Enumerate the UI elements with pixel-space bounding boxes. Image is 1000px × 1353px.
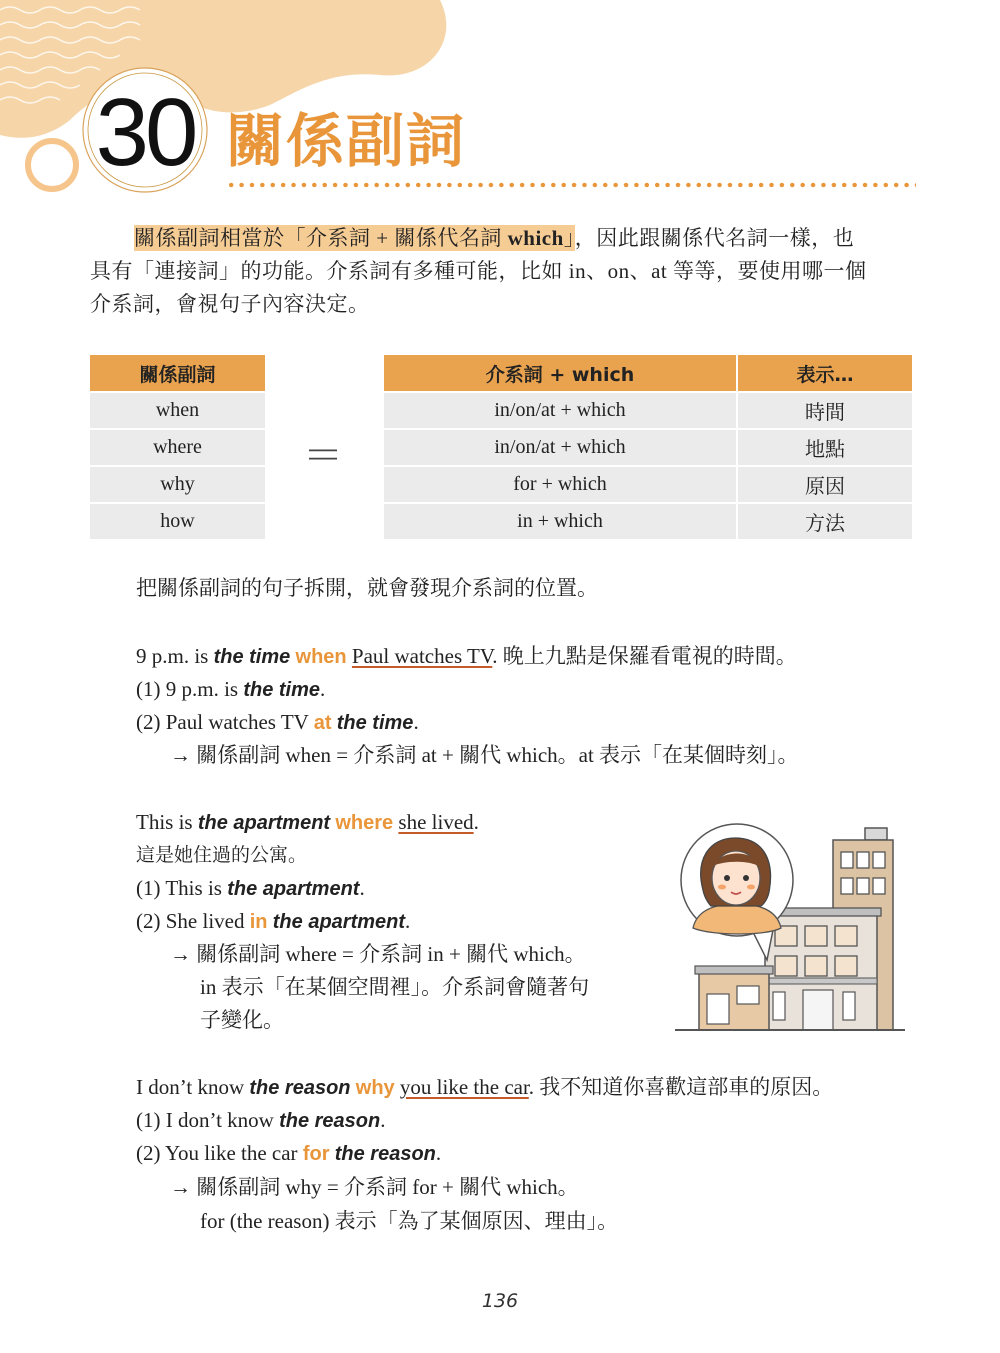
- example-1-step-1: (1) 9 p.m. is the time.: [136, 677, 326, 701]
- intro-highlight: 關係副詞相當於「介系詞 + 關係代名詞 which」: [134, 226, 575, 250]
- table-cell: when: [90, 393, 265, 430]
- table-cell: 原因: [736, 467, 912, 504]
- table-cell: in/on/at + which: [384, 393, 736, 430]
- table-cell: how: [90, 504, 265, 541]
- table-cell: 地點: [736, 430, 912, 467]
- example-2-note-line-1: → 關係副詞 where = 介系詞 in + 關代 which。: [170, 942, 586, 966]
- example-2-sentence: This is the apartment where she lived.: [136, 810, 479, 834]
- page-number: 136: [481, 1290, 519, 1312]
- example-3-sentence: I don’t know the reason why you like the car. 我不知道你喜歡這部車的原因。: [136, 1075, 834, 1099]
- example-2-step-1: (1) This is the apartment.: [136, 876, 365, 900]
- table-header: 關係副詞: [90, 355, 265, 393]
- chapter-title: 關係副詞: [226, 107, 467, 175]
- example-2-note-line-2: in 表示「在某個空間裡」。介系詞會隨著句: [200, 975, 590, 999]
- example-2-translation: 這是她住過的公寓。: [136, 845, 308, 866]
- example-3-note-line-2: for (the reason) 表示「為了某個原因、理由」。: [200, 1209, 619, 1233]
- table-header: 介系詞 + which: [384, 355, 736, 393]
- example-3-note-line-1: → 關係副詞 why = 介系詞 for + 關代 which。: [170, 1175, 579, 1199]
- table-cell: 時間: [736, 393, 912, 430]
- table-cell: in/on/at + which: [384, 430, 736, 467]
- example-3-step-1: (1) I don’t know the reason.: [136, 1108, 386, 1132]
- example-1-step-2: (2) Paul watches TV at the time.: [136, 710, 419, 734]
- chapter-number: 30: [95, 79, 195, 186]
- split-note: 把關係副詞的句子拆開，就會發現介系詞的位置。: [136, 576, 598, 600]
- example-2-step-2: (2) She lived in the apartment.: [136, 909, 411, 933]
- example-3-step-2: (2) You like the car for the reason.: [136, 1141, 442, 1165]
- table-cell: for + which: [384, 467, 736, 504]
- title-dotted-divider: [226, 182, 916, 188]
- table-cell: why: [90, 467, 265, 504]
- intro-paragraph: 關係副詞相當於「介系詞 + 關係代名詞 which」，因此跟關係代名詞一樣，也 具有「連接詞」的功能。介系詞有多種可能，比如 in、on、at 等等，要使用哪一個 介系詞，會視句子內容決定。: [90, 226, 867, 316]
- table-cell: where: [90, 430, 265, 467]
- example-2-note-line-3: 子變化。: [200, 1008, 284, 1032]
- apartment-illustration: [675, 820, 905, 1035]
- preposition-which-table: [384, 355, 912, 541]
- table-cell: 方法: [736, 504, 912, 541]
- equals-sign: ＝: [303, 433, 343, 479]
- table-header: 表示…: [736, 355, 912, 393]
- example-1-sentence: 9 p.m. is the time when Paul watches TV. 晚上九點是保羅看電視的時間。: [136, 644, 797, 668]
- example-1-note: → 關係副詞 when = 介系詞 at + 關代 which。at 表示「在某個時刻」。: [170, 743, 799, 767]
- relative-adverb-table: [90, 355, 265, 541]
- table-cell: in + which: [384, 504, 736, 541]
